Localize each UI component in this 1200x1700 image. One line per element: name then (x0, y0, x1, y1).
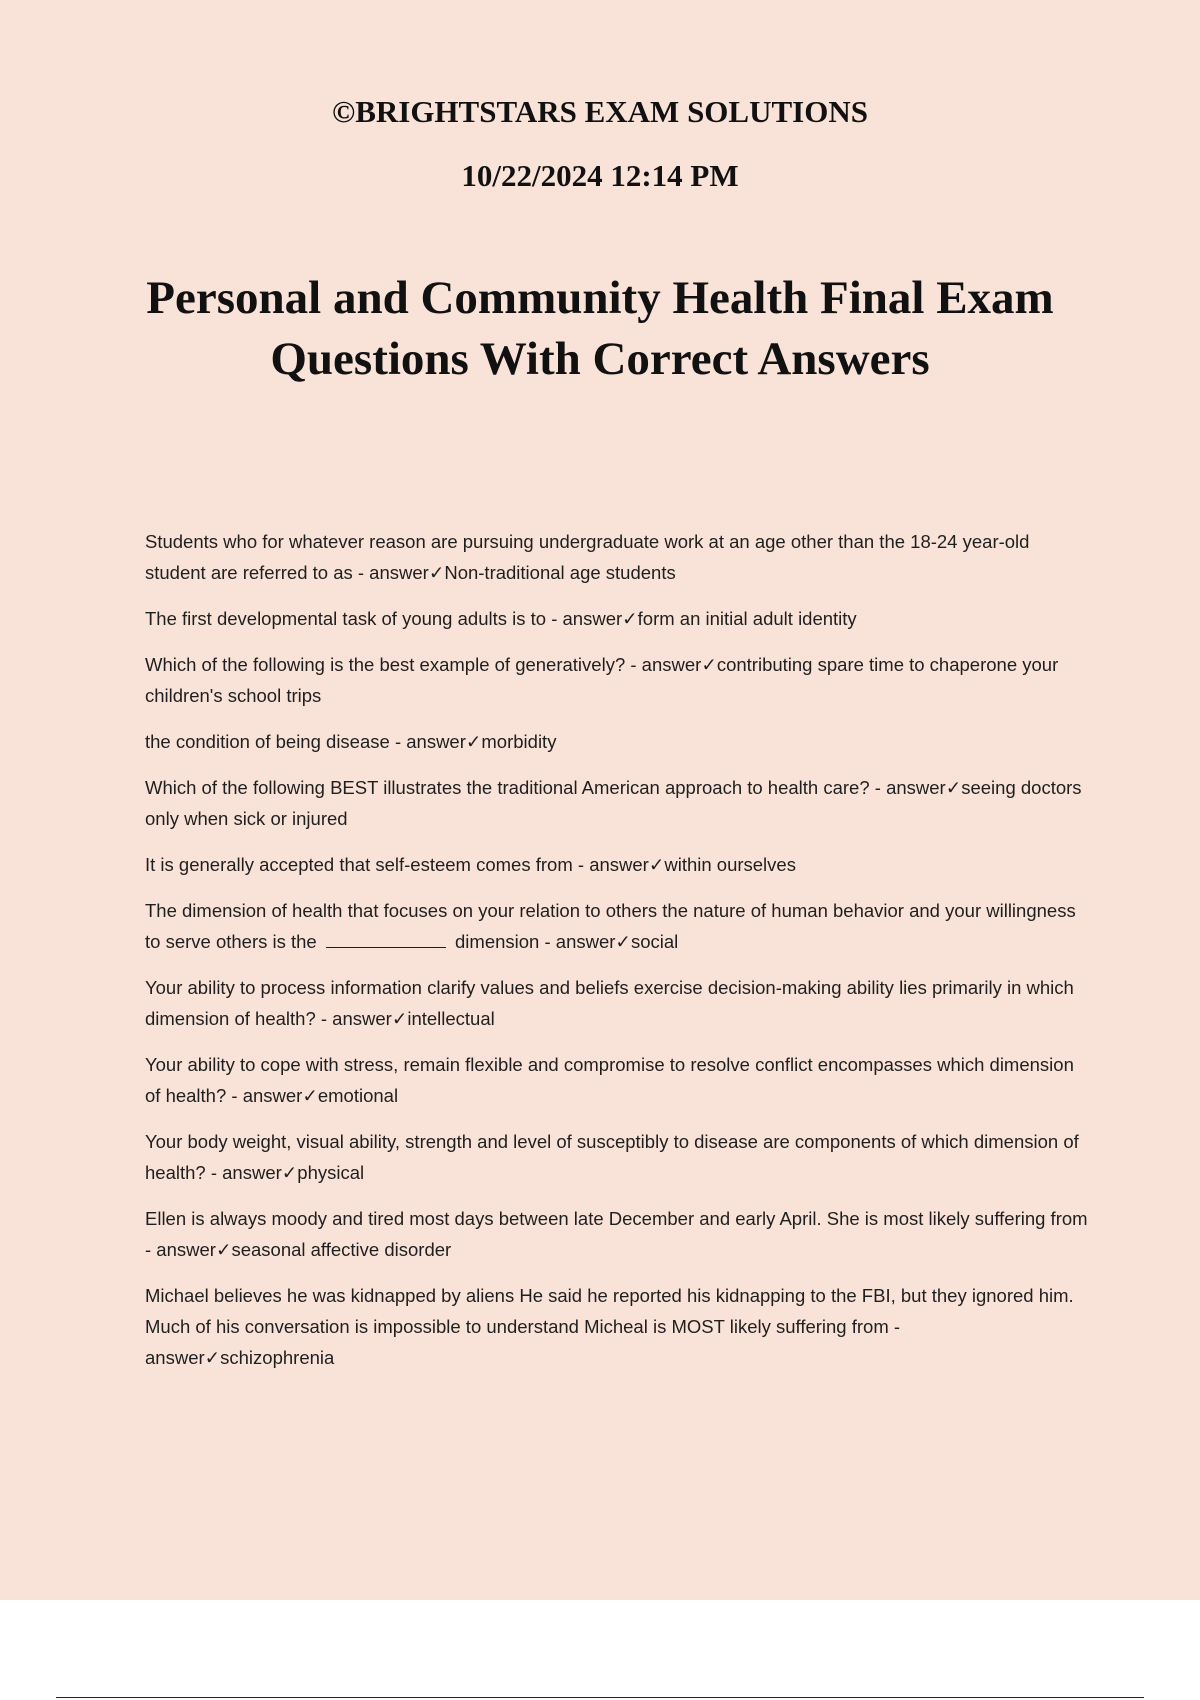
question-text: The dimension of health that focuses on your relation to others the nature of human behavior and your willingness to serve others is the (145, 900, 1076, 952)
answer-marker: - answer✓ (210, 1162, 298, 1183)
answer-marker: - answer✓ (551, 608, 638, 629)
question-text: Your ability to process information clarify values and beliefs exercise decision-making ability lies primarily in which dimension of health? (145, 977, 1074, 1029)
answer-text: seasonal affective disorder (231, 1239, 452, 1260)
qa-item (145, 972, 1090, 1034)
question-text: Which of the following is the best example of generatively? (145, 654, 626, 675)
question-text: Students who for whatever reason are pursuing undergraduate work at an age other than the 18-24 year-old student are referred to as (145, 531, 1030, 583)
qa-item (145, 895, 1090, 957)
answer-marker: - answer✓ (874, 777, 962, 798)
answer-text: within ourselves (664, 854, 796, 875)
fill-in-blank (326, 929, 446, 949)
brand-header: ©BRIGHTSTARS EXAM SOLUTIONS (332, 94, 868, 129)
answer-marker: - answer✓ (630, 654, 717, 675)
answer-text: form an initial adult identity (637, 608, 857, 629)
answer-marker: - answer✓ (145, 1239, 232, 1260)
qa-item (145, 772, 1090, 834)
qa-item (145, 849, 1090, 880)
answer-text: morbidity (481, 731, 557, 752)
question-text-after-blank: dimension (455, 931, 540, 952)
document-title: Personal and Community Health Final Exam Questions With Correct Answers (146, 272, 1054, 385)
answer-marker: - answer✓ (394, 731, 482, 752)
question-text: The first developmental task of young adults is to (145, 608, 547, 629)
question-text: Which of the following BEST illustrates the traditional American approach to health care? (145, 777, 870, 798)
question-text: Ellen is always moody and tired most days between late December and early April. She is most likely suffering from (145, 1208, 1088, 1229)
document-datetime: 10/22/2024 12:14 PM (461, 158, 739, 193)
qa-list (145, 526, 1090, 1388)
question-text: the condition of being disease (145, 731, 390, 752)
qa-item (145, 1280, 1090, 1373)
qa-item (145, 726, 1090, 757)
question-text: Michael believes he was kidnapped by aliens He said he reported his kidnapping to the FBI, but they ignored him. Much of his conversation is impossible to understand Micheal is MOST likely suffering from (145, 1285, 1074, 1337)
answer-text: contributing spare time to chaperone your children's school trips (145, 654, 1059, 706)
answer-text: intellectual (407, 1008, 495, 1029)
answer-text: emotional (317, 1085, 399, 1106)
answer-marker: - answer✓ (320, 1008, 408, 1029)
qa-item (145, 526, 1090, 588)
footer-divider (56, 1697, 1144, 1698)
qa-item (145, 603, 1090, 634)
answer-text: seeing doctors only when sick or injured (145, 777, 1082, 829)
answer-text: social (630, 931, 679, 952)
qa-item (145, 1049, 1090, 1111)
question-text: Your ability to cope with stress, remain flexible and compromise to resolve conflict encompasses which dimension of health? (145, 1054, 1074, 1106)
qa-item (145, 1126, 1090, 1188)
question-text: It is generally accepted that self-esteem comes from (145, 854, 573, 875)
qa-item (145, 649, 1090, 711)
answer-marker: - answer✓ (231, 1085, 318, 1106)
answer-marker: - answer✓ (357, 562, 445, 583)
qa-item (145, 1203, 1090, 1265)
answer-marker: - answer✓ (544, 931, 631, 952)
question-text: Your body weight, visual ability, strength and level of susceptibly to disease are components of which dimension of health? (145, 1131, 1079, 1183)
answer-marker: - answer✓ (145, 1316, 901, 1368)
answer-marker: - answer✓ (577, 854, 665, 875)
answer-text: physical (297, 1162, 365, 1183)
answer-text: schizophrenia (220, 1347, 335, 1368)
answer-text: Non-traditional age students (444, 562, 676, 583)
